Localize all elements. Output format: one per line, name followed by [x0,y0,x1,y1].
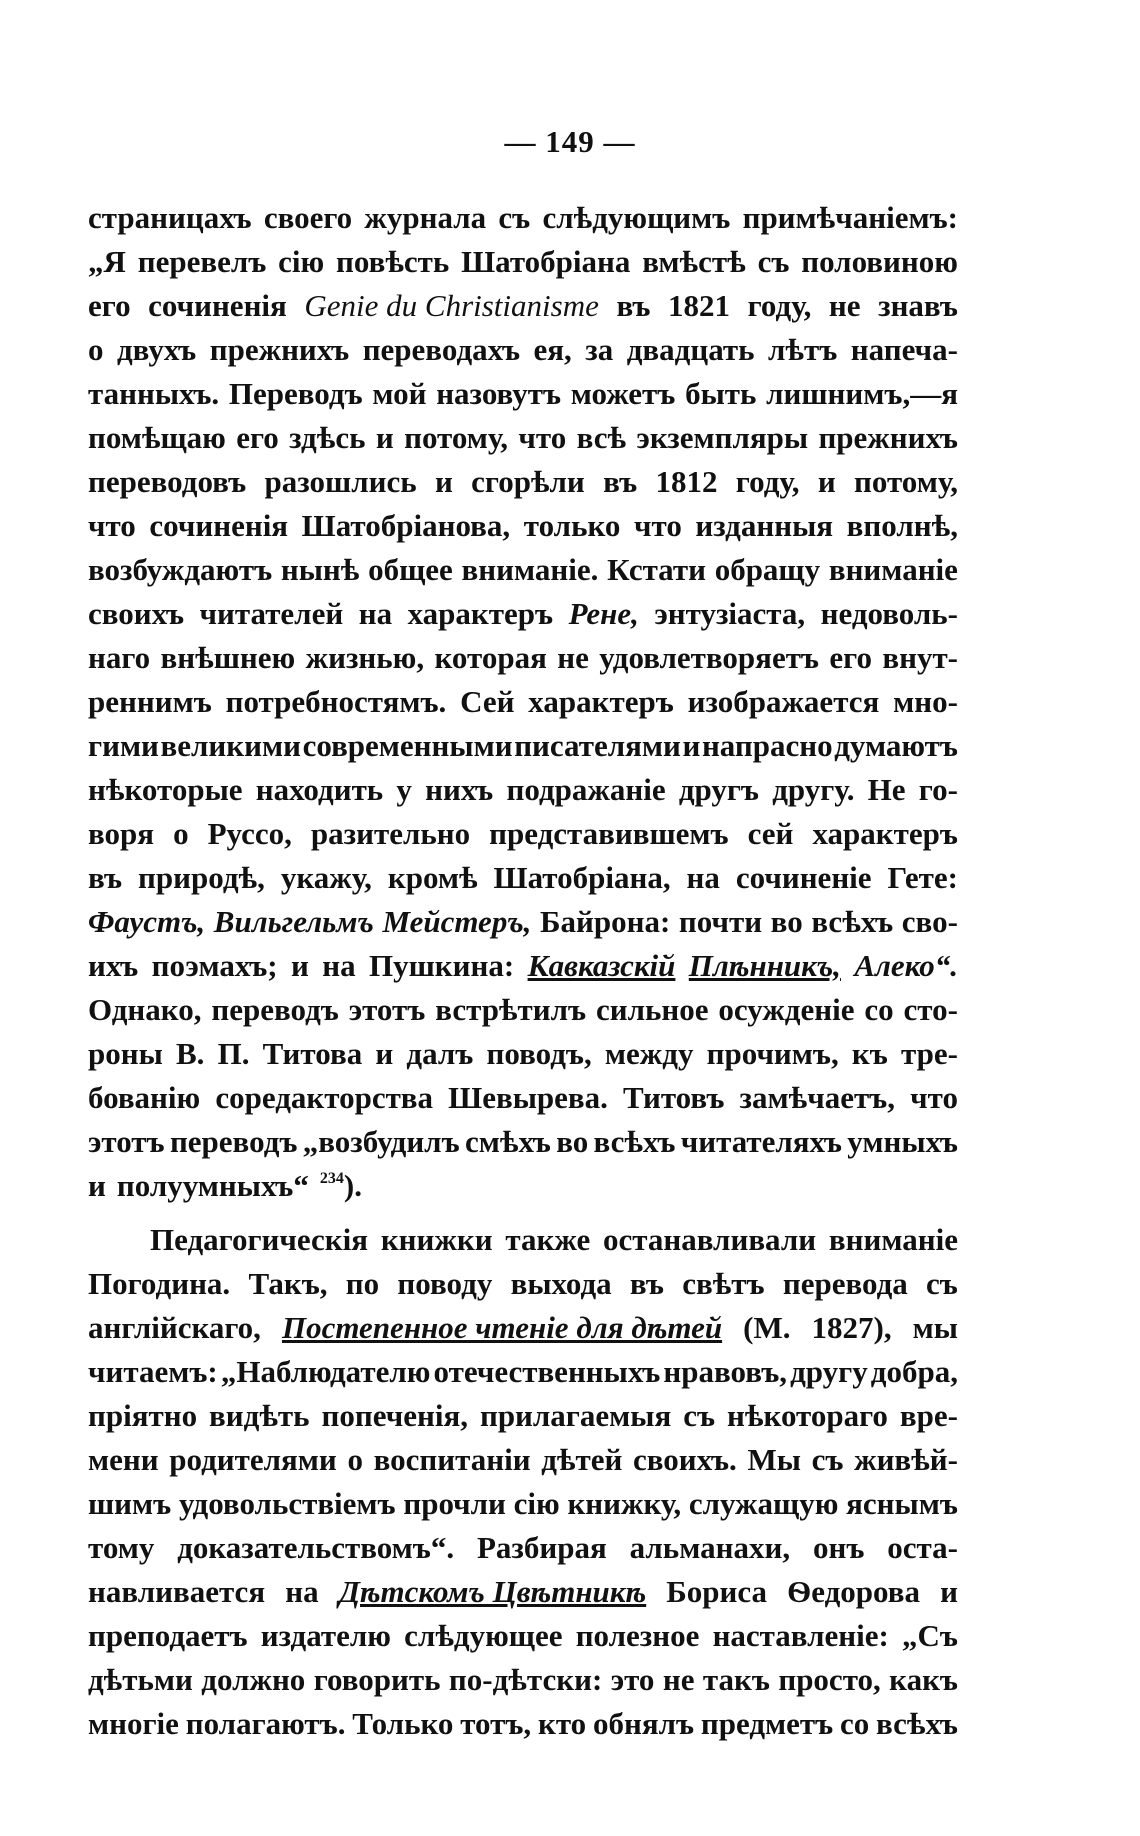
italic-title: Рене, [568,596,639,631]
italic-title: Дѣтскомъ Цвѣтникѣ [338,1574,647,1609]
body-text [88,196,958,1746]
text-line: преподаетъ издателю слѣдующее полезное наставленіе: „Съ [88,1618,958,1653]
text-line: роны В. П. Титова и далъ поводъ, между прочимъ, къ тре- [88,1036,958,1071]
text-line: нѣкоторые находить у нихъ подражаніе другъ другу. Не го- [88,772,958,807]
text-line: многіе полагаютъ. Только тотъ, кто обнялъ предметъ со всѣхъ [88,1706,958,1741]
text-line: возбуждаютъ нынѣ общее вниманіе. Кстати обращу вниманіе [88,552,958,587]
text-line: о двухъ прежнихъ переводахъ ея, за двадцать лѣтъ напеча- [88,332,958,367]
text-line: въ природѣ, укажу, кромѣ Шатобріана, на сочиненіе Гете: [88,860,958,895]
text-line: навливается на Дѣтскомъ Цвѣтникѣ Бориса Ѳедорова и [88,1570,958,1614]
text-line: бованію соредакторства Шевырева. Титовъ замѣчаетъ, что [88,1080,958,1115]
text-line: что сочиненія Шатобріанова, только что изданныя вполнѣ, [88,508,958,543]
italic-title: Вильгельмъ [213,904,374,939]
text-line: Педагогическія книжки также останавливали вниманіе [150,1222,958,1257]
text-line: гими великими современными писателями и напрасно думаютъ [88,728,958,763]
footnote-marker: 234 [319,1170,344,1187]
text-line: реннимъ потребностямъ. Сей характеръ изображается мно- [88,684,958,719]
italic-title: Плѣнникъ, [688,948,841,983]
text-line: наго внѣшнею жизнью, которая не удовлетворяетъ его внут- [88,640,958,675]
page-number: — 149 — [504,124,636,159]
text-line: Фаустъ, Вильгельмъ Мейстеръ, Байрона: почти во всѣхъ сво- [88,900,958,944]
italic-title: Алеко“. [854,948,958,983]
text-line: и полуумныхъ“ 234 ). [88,1164,958,1208]
text-line: мени родителями о воспитаніи дѣтей своихъ. Мы съ живѣй- [88,1442,958,1477]
italic-title: Фаустъ, [88,904,206,939]
italic-title: Мейстеръ, [382,904,532,939]
text-line: пріятно видѣть попеченія, прилагаемыя съ нѣкотораго вре- [88,1398,958,1433]
text-line: шимъ удовольствіемъ прочли сію книжку, служащую яснымъ [88,1486,958,1521]
text-line: его сочиненія Genie du Christianisme въ 1821 году, не знавъ [88,284,958,328]
text-line: помѣщаю его здѣсь и потому, что всѣ экземпляры прежнихъ [88,420,958,455]
text-line: этотъ переводъ „возбудилъ смѣхъ во всѣхъ читателяхъ умныхъ [88,1124,958,1159]
italic-title: Постепенное чтеніе для дѣтей [281,1310,723,1345]
text-line: Однако, переводъ этотъ встрѣтилъ сильное осужденіе со сто- [88,992,958,1027]
text-line: страницахъ своего журнала съ слѣдующимъ примѣчаніемъ: [88,200,958,235]
text-line: тому доказательствомъ“. Разбирая альманахи, онъ оста- [88,1530,958,1565]
italic-title: Кавказскій [527,948,676,983]
latin-title: Genie du Christianisme [304,288,599,323]
text-line: „Я перевелъ сію повѣсть Шатобріана вмѣстѣ съ половиною [88,244,958,279]
text-line: дѣтьми должно говорить по-дѣтски: это не такъ просто, какъ [88,1662,958,1697]
text-line: Погодина. Такъ, по поводу выхода въ свѣтъ перевода съ [88,1266,958,1301]
text-line: танныхъ. Переводъ мой назовутъ можетъ быть лишнимъ,—я [88,376,958,411]
text-line: читаемъ: „Наблюдателю отечественныхъ нравовъ, другу добра, [88,1354,958,1389]
text-line: англійскаго, Постепенное чтеніе для дѣтей (М. 1827), мы [88,1306,958,1350]
text-line: переводовъ разошлись и сгорѣли въ 1812 году, и потому, [88,464,958,499]
text-line: своихъ читателей на характеръ Рене, энтузіаста, недоволь- [88,592,958,636]
text-line: воря о Руссо, разительно представившемъ сей характеръ [88,816,958,851]
text-line: ихъ поэмахъ; и на Пушкина: Кавказскій Плѣнникъ, Алеко“. [88,944,958,988]
